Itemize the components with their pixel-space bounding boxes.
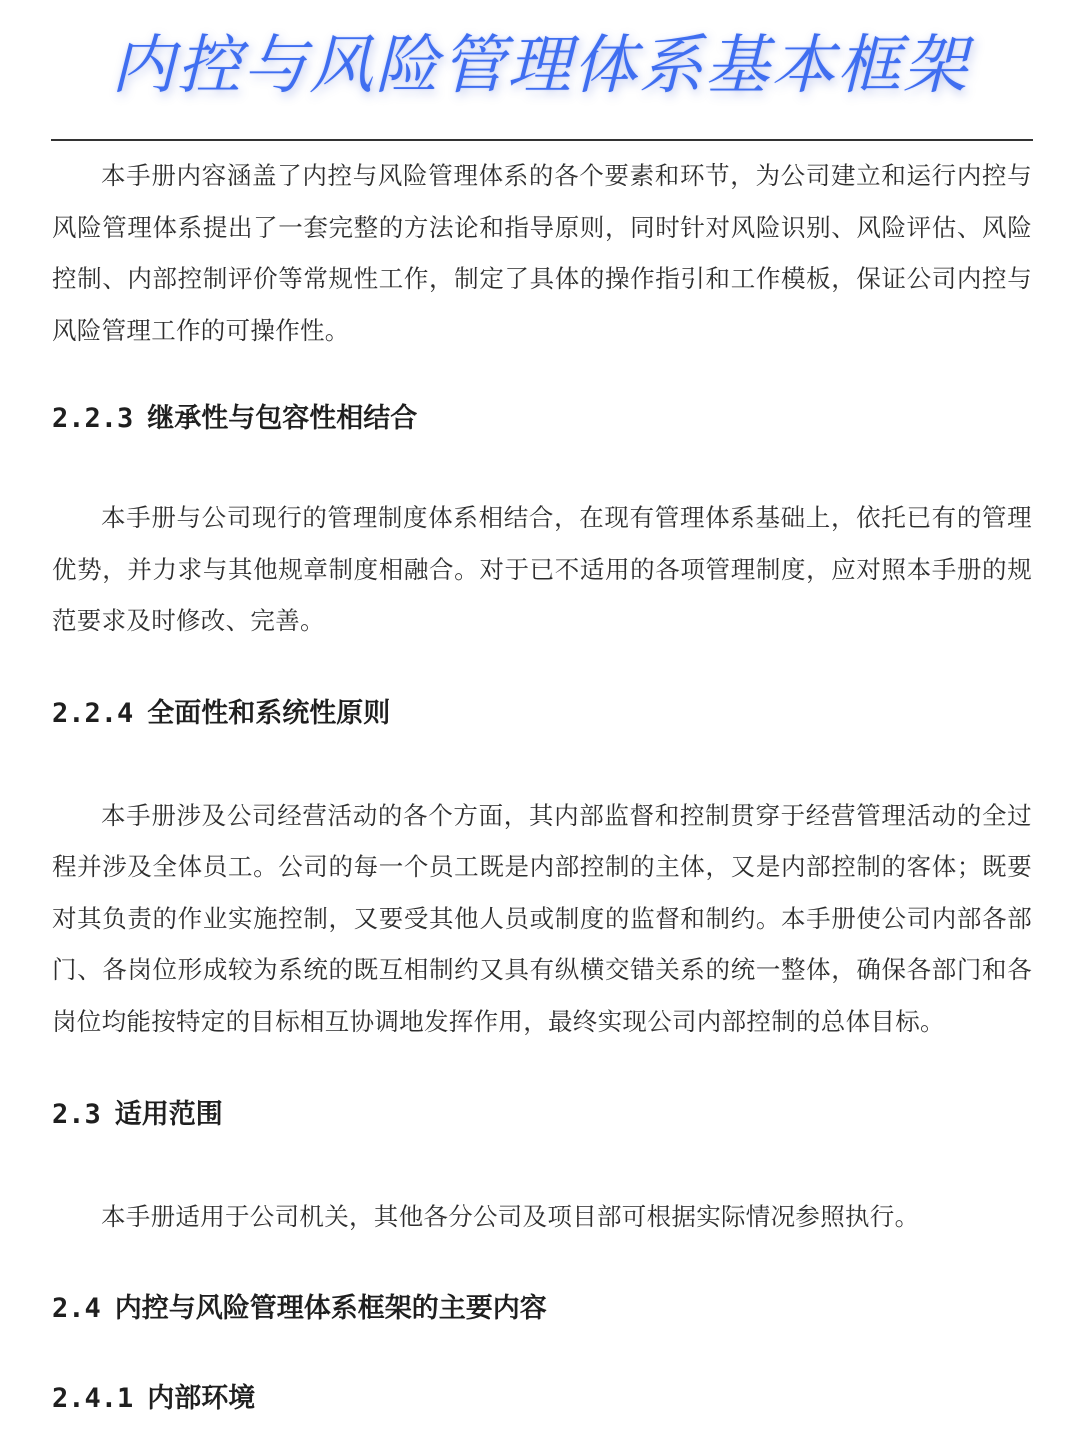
page-title: 内控与风险管理体系基本框架 [111, 29, 969, 103]
section-title: 继承性与包容性相结合 [147, 403, 418, 434]
section-number: 2.3 [52, 1099, 101, 1130]
comprehensive-paragraph: 本手册涉及公司经营活动的各个方面，其内部监督和控制贯穿于经营管理活动的全过程并涉及全体员工。公司的每一个员工既是内部控制的主体，又是内部控制的客体；既要对其负责的作业实施控制，又要受其他人员或制度的监督和制约。本手册使公司内部各部门、各岗位形成较为系统的既互相制约又具有纵横交错关系的统一整体，确保各部门和各岗位均能按特定的目标相互协调地发挥作用，最终实现公司内部控制的总体目标。 [52, 800, 1032, 1036]
intro-paragraph: 本手册内容涵盖了内控与风险管理体系的各个要素和环节，为公司建立和运行内控与风险管理体系提出了一套完整的方法论和指导原则，同时针对风险识别、风险评估、风险控制、内部控制评价等常规性工作，制定了具体的操作指引和工作模板，保证公司内控与风险管理工作的可操作性。 [52, 161, 1032, 345]
inheritance-paragraph: 本手册与公司现行的管理制度体系相结合，在现有管理体系基础上，依托已有的管理优势，并力求与其他规章制度相融合。对于已不适用的各项管理制度，应对照本手册的规范要求及时修改、完善。 [52, 503, 1032, 635]
section-title: 内控与风险管理体系框架的主要内容 [114, 1292, 547, 1324]
header-divider [51, 139, 1033, 141]
scope-paragraph: 本手册适用于公司机关，其他各分公司及项目部可根据实际情况参照执行。 [101, 1202, 920, 1231]
section-title: 适用范围 [114, 1099, 223, 1130]
section-title: 内部环境 [147, 1382, 256, 1414]
section-heading-2-3 [52, 1095, 1032, 1135]
section-heading-2-4-1 [52, 1379, 1032, 1419]
section-title: 全面性和系统性原则 [147, 697, 391, 729]
section-heading-2-2-3 [52, 399, 1032, 439]
section-number: 2.4.1 [52, 1382, 134, 1414]
document-body [52, 150, 1032, 1419]
section-number: 2.2.4 [52, 697, 134, 729]
section-heading-2-2-4 [52, 694, 1032, 734]
section-heading-2-4 [52, 1289, 1032, 1329]
section-number: 2.2.3 [52, 403, 134, 434]
section-number: 2.4 [52, 1292, 101, 1324]
